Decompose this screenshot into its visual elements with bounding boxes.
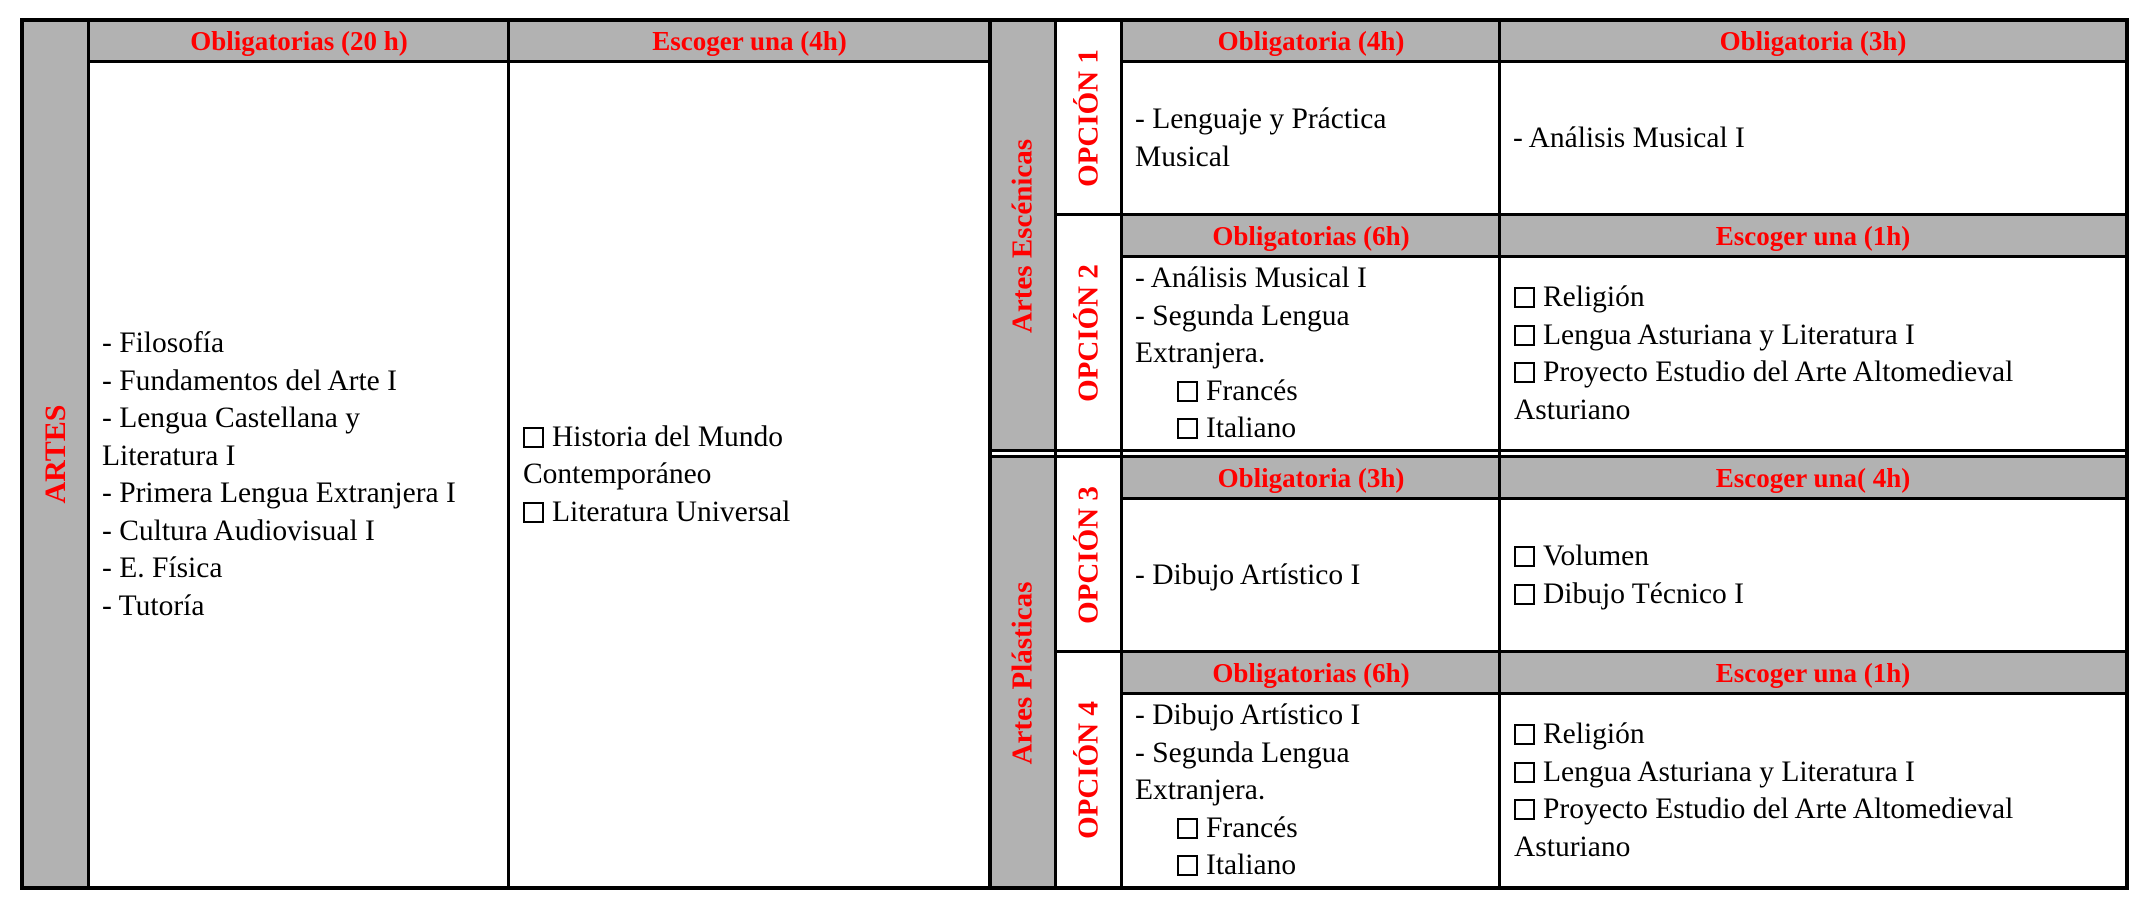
- table-border-bottom: [20, 886, 2129, 890]
- list-item: - Cultura Audiovisual I: [102, 514, 375, 547]
- artes-row-label-cell: [22, 20, 89, 888]
- list-item: Italiano: [1206, 412, 1297, 445]
- opcion-2-label: OPCIÓN 2: [1072, 264, 1105, 402]
- checkbox[interactable]: [1177, 818, 1198, 839]
- list-item: - Fundamentos del Arte I: [102, 364, 397, 397]
- group-separator: [990, 449, 2127, 452]
- list-item: - Primera Lengua Extranjera I: [102, 477, 456, 509]
- opcion-3-cell-2: [1500, 499, 2126, 652]
- checkbox[interactable]: [1514, 762, 1535, 783]
- opcion-4-cell-2: [1500, 694, 2126, 888]
- divider: [1120, 692, 2127, 695]
- divider: [1120, 18, 1123, 890]
- opcion-1-label-cell: [1056, 20, 1122, 215]
- list-item: Literatura I: [102, 439, 236, 472]
- list-item: Religión: [1543, 281, 1645, 313]
- list-item: - Filosofía: [102, 327, 225, 359]
- divider: [1120, 255, 2127, 258]
- artes-row-label: ARTES: [38, 404, 72, 504]
- artes-escenicas-label: Artes Escénicas: [1006, 138, 1039, 333]
- checkbox[interactable]: [1514, 362, 1535, 383]
- header-escoger-una-4h: Escoger una (4h): [509, 20, 990, 62]
- list-item: Lengua Asturiana y Literatura I: [1543, 318, 1915, 351]
- list-item: Lengua Asturiana y Literatura I: [1543, 755, 1915, 788]
- opcion-2-cell-1: [1122, 257, 1500, 451]
- divider: [1054, 650, 2127, 653]
- list-item: - Tutoría: [102, 589, 205, 622]
- checkbox[interactable]: [1514, 325, 1535, 346]
- list-item: - Dibujo Artístico I: [1135, 558, 1361, 591]
- list-item: Italiano: [1206, 849, 1297, 882]
- list-item: Contemporáneo: [523, 458, 712, 491]
- opcion-3-cell-1: [1122, 499, 1500, 652]
- list-item: Musical: [1135, 140, 1231, 173]
- list-item: Historia del Mundo: [552, 420, 784, 453]
- list-item: Proyecto Estudio del Arte Altomedieval: [1543, 793, 2014, 825]
- header-obligatorias-20h: Obligatorias (20 h): [89, 20, 509, 62]
- divider: [87, 60, 990, 63]
- divider: [507, 18, 510, 890]
- table-border-top: [20, 18, 2129, 22]
- escoger-subject-list: [509, 62, 990, 888]
- artes-plasticas-label: Artes Plásticas: [1006, 581, 1039, 764]
- list-item: Extranjera.: [1135, 337, 1266, 370]
- opcion-2-header-1: Obligatorias (6h): [1122, 215, 1500, 257]
- opcion-1-header-2: Obligatoria (3h): [1500, 20, 2126, 62]
- divider: [1054, 18, 1057, 890]
- list-item: Literatura Universal: [552, 495, 791, 528]
- opcion-4-label: OPCIÓN 4: [1072, 701, 1105, 839]
- list-item: Asturiano: [1514, 830, 1631, 863]
- list-item: Dibujo Técnico I: [1543, 577, 1744, 610]
- opcion-3-label-cell: [1056, 457, 1122, 652]
- list-item: - Análisis Musical I: [1513, 121, 1745, 154]
- list-item: Volumen: [1543, 540, 1649, 572]
- checkbox[interactable]: [1514, 546, 1535, 567]
- checkbox[interactable]: [1177, 418, 1198, 439]
- opcion-1-cell-2: [1500, 62, 2126, 215]
- opcion-4-cell-1: [1122, 694, 1500, 888]
- artes-escenicas-group-label-cell: [990, 20, 1056, 451]
- opcion-4-header-2: Escoger una (1h): [1500, 652, 2126, 694]
- list-item: Francés: [1206, 811, 1298, 844]
- divider: [1054, 213, 2127, 216]
- list-item: - Segunda Lengua: [1135, 736, 1350, 769]
- checkbox[interactable]: [523, 427, 544, 448]
- opcion-4-label-cell: [1056, 652, 1122, 888]
- checkbox[interactable]: [523, 502, 544, 523]
- group-separator: [990, 455, 2127, 458]
- artes-plasticas-group-label-cell: [990, 457, 1056, 888]
- list-item: - Lengua Castellana y: [102, 402, 361, 434]
- list-item: - Análisis Musical I: [1135, 262, 1367, 295]
- checkbox[interactable]: [1514, 584, 1535, 605]
- list-item: - Lenguaje y Práctica: [1135, 103, 1387, 135]
- checkbox[interactable]: [1177, 381, 1198, 402]
- list-item: Proyecto Estudio del Arte Altomedieval: [1543, 356, 2014, 388]
- divider: [1120, 497, 2127, 500]
- divider: [988, 18, 992, 890]
- list-item: - E. Física: [102, 552, 223, 584]
- opcion-2-cell-2: [1500, 257, 2126, 451]
- divider: [1120, 60, 2127, 63]
- opcion-1-header-1: Obligatoria (4h): [1122, 20, 1500, 62]
- opcion-1-label: OPCIÓN 1: [1072, 48, 1105, 187]
- checkbox[interactable]: [1514, 724, 1535, 745]
- opcion-4-header-1: Obligatorias (6h): [1122, 652, 1500, 694]
- opcion-2-label-cell: [1056, 215, 1122, 451]
- obligatorias-subject-list: [89, 62, 509, 888]
- opcion-2-header-2: Escoger una (1h): [1500, 215, 2126, 257]
- opcion-3-header-2: Escoger una( 4h): [1500, 457, 2126, 499]
- divider: [1498, 18, 1501, 890]
- opcion-1-cell-1: [1122, 62, 1500, 215]
- list-item: Asturiano: [1514, 393, 1631, 426]
- list-item: - Dibujo Artístico I: [1135, 699, 1361, 732]
- list-item: - Segunda Lengua: [1135, 299, 1350, 332]
- list-item: Religión: [1543, 718, 1645, 750]
- divider: [87, 18, 90, 890]
- checkbox[interactable]: [1514, 799, 1535, 820]
- checkbox[interactable]: [1514, 287, 1535, 308]
- table-border-right: [2125, 18, 2129, 890]
- checkbox[interactable]: [1177, 855, 1198, 876]
- opcion-3-header-1: Obligatoria (3h): [1122, 457, 1500, 499]
- list-item: Extranjera.: [1135, 774, 1266, 807]
- opcion-3-label: OPCIÓN 3: [1072, 485, 1105, 624]
- table-border-left: [20, 18, 24, 890]
- list-item: Francés: [1206, 374, 1298, 407]
